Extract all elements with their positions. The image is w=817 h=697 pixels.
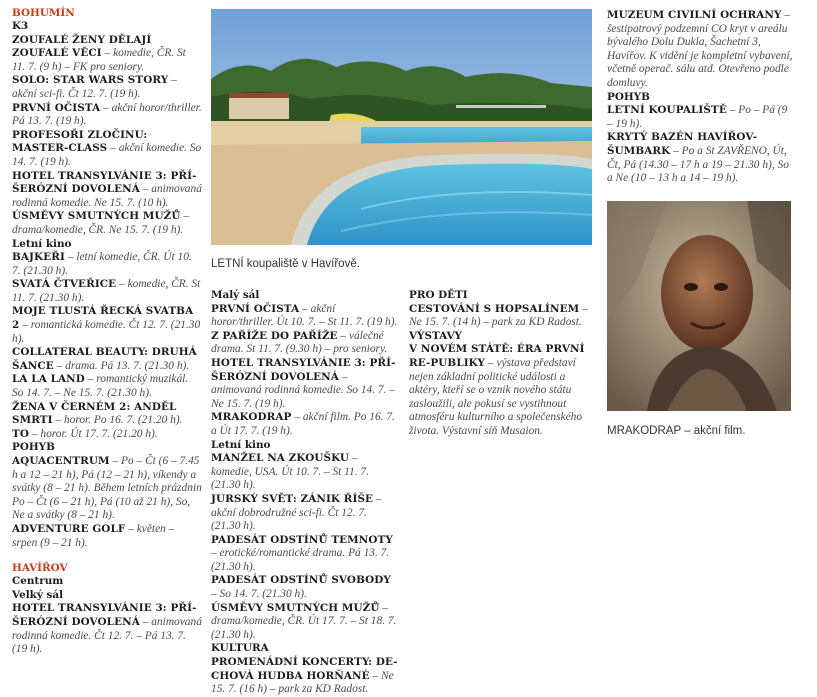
column-3 <box>409 289 593 439</box>
venue-heading: PRO DĚTI <box>409 289 468 301</box>
listing-entry: ADVENTURE GOLF – květen – srpen (9 – 21 h). <box>12 522 175 549</box>
venue-heading: K3 <box>12 20 29 32</box>
listing-entry: PRVNÍ OČISTA – akční horor/thriller. Út 10. 7. – St 11. 7. (19 h). <box>211 302 398 329</box>
listing-entry: ZOUFALÉ ŽENY DĚLAJÍ ZOUFALÉ VĚCI – komedie, ČR. St 11. 7. (9 h) – FK pro seniory. <box>12 33 186 73</box>
venue-heading: Letní kino <box>12 237 72 250</box>
venue-heading: Velký sál <box>12 588 64 601</box>
column-4 <box>607 9 793 186</box>
listing-entry: PADESÁT ODSTÍNŮ TEMNOTY – erotické/romantické drama. Pá 13. 7. (21.30 h). <box>211 533 393 573</box>
column-2 <box>211 289 399 697</box>
listing-entry: MANŽEL NA ZKOUŠKU – komedie, USA. Út 10. 7. – St 11. 7. (21.30 h). <box>211 452 369 492</box>
listing-entry: PROMENÁDNÍ KONCERTY: DE-CHOVÁ HUDBA HORŇANÉ – Ne 15. 7. (16 h) – park za KD Radost. <box>211 656 398 696</box>
pool-photo-caption: LETNÍ koupaliště v Havířově. <box>211 258 360 270</box>
column-1 <box>12 6 202 657</box>
listing-entry: HOTEL TRANSYLVÁNIE 3: PŘÍ-ŠERÓZNÍ DOVOLENÁ – animovaná rodinná komedie. Čt 12. 7. – Pá 13. 7. (19 h). <box>12 602 202 656</box>
listing-entry: SOLO: STAR WARS STORY – akční sci-fi. Čt 12. 7. (19 h). <box>12 74 177 100</box>
venue-heading: Letní kino <box>211 438 271 451</box>
listing-entry: JURSKÝ SVĚT: ZÁNIK ŘÍŠE – akční dobrodružné sci-fi. Čt 12. 7. (21.30 h). <box>211 492 382 533</box>
pool-illustration <box>211 9 592 245</box>
town-heading-bohumin: BOHUMÍN <box>12 7 75 19</box>
listing-entry: CESTOVÁNÍ S HOPSALÍNEM – Ne 15. 7. (14 h) – park za KD Radost. <box>409 302 588 329</box>
listing-entry: ÚSMĚVY SMUTNÝCH MUŽŮ – drama/komedie, ČR. Ne 15. 7. (19 h). <box>12 210 190 236</box>
listing-entry: MRAKODRAP – akční film. Po 16. 7. a Út 17. 7. (19 h). <box>211 411 395 437</box>
movie-photo <box>607 201 791 411</box>
listing-entry: V NOVÉM STÁTĚ: ÉRA PRVNÍ RE-PUBLIKY – výstava představí nejen základní politické události a aktéry, kteří se o vznik nového státu zasloužili, ale pokusí se vystihnout atmosféru kulturního a společenského života. Výstavní síň Musaion. <box>409 343 585 437</box>
listing-entry: SVATÁ ČTVEŘICE – komedie, ČR. St 11. 7. (21.30 h). <box>12 278 201 304</box>
listing-entry: Z PAŘÍŽE DO PAŘÍŽE – válečné drama. St 11. 7. (9.30 h) – pro seniory. <box>211 329 388 356</box>
listing-entry: TO – horor. Út 17. 7. (21.20 h). <box>12 427 158 440</box>
movie-photo-caption: MRAKODRAP – akční film. <box>607 425 746 437</box>
pool-photo <box>211 9 592 245</box>
venue-heading: VÝSTAVY <box>409 329 462 342</box>
venue-heading: POHYB <box>12 441 55 454</box>
venue-heading: Centrum <box>12 575 64 588</box>
listing-entry: ŽENA V ČERNÉM 2: ANDĚL SMRTI – horor. Po 16. 7. (21.20 h). <box>12 400 183 427</box>
venue-heading: Malý sál <box>211 289 260 301</box>
listing-entry: PRVNÍ OČISTA – akční horor/thriller. Pá 13. 7. (19 h). <box>12 101 202 128</box>
listing-entry: MUZEUM CIVILNÍ OCHRANY – šestipatrový podzemní CO kryt v areálu bývalého Dolu Dukla, Šachetní 3, Havířov. K vidění je kompletní vybavení, včetně operač. sálu atd. Otevřeno podle domluvy. <box>607 9 793 89</box>
movie-still-illustration <box>607 201 791 411</box>
town-heading-havirov: HAVÍŘOV <box>12 562 68 575</box>
listing-entry: MOJE TLUSTÁ ŘECKÁ SVATBA 2 – romantická komedie. Čt 12. 7. (21.30 h). <box>12 305 201 345</box>
listing-entry: PROFESOŘI ZLOČINU: MASTER-CLASS – akční komedie. So 14. 7. (19 h). <box>12 128 202 168</box>
listing-entry: LA LA LAND – romantický muzikál. So 14. 7. – Ne 15. 7. (21.30 h). <box>12 373 189 400</box>
listing-entry: HOTEL TRANSYLVÁNIE 3: PŘÍ-ŠERÓZNÍ DOVOLENÁ – animovaná rodinná komedie. Ne 15. 7. (10 h). <box>12 169 202 209</box>
listing-entry: COLLATERAL BEAUTY: DRUHÁ ŠANCE – drama. Pá 13. 7. (21.30 h). <box>12 346 197 372</box>
listing-entry: ÚSMĚVY SMUTNÝCH MUŽŮ – drama/komedie, ČR. Út 17. 7. – St 18. 7. (21.30 h). <box>211 601 397 641</box>
listing-entry: KRYTÝ BAZÉN HAVÍŘOV-ŠUMBARK – Po a St ZAVŘENO, Út, Čt, Pá (14.30 – 17 h a 19 – 21.30 h), So a Ne (10 – 13 h a 14 – 19 h). <box>607 131 789 185</box>
listing-entry: BAJKEŘI – letní komedie, ČR. Út 10. 7. (21.30 h). <box>12 251 192 277</box>
venue-heading: KULTURA <box>211 642 269 655</box>
listing-entry: HOTEL TRANSYLVÁNIE 3: PŘÍ-ŠERÓZNÍ DOVOLENÁ – animovaná rodinná komedie. So 14. 7. – Ne 15. 7. (19 h). <box>211 356 396 410</box>
venue-heading: POHYB <box>607 90 650 103</box>
listing-entry: PADESÁT ODSTÍNŮ SVOBODY – So 14. 7. (21.30 h). <box>211 574 391 601</box>
listing-entry: LETNÍ KOUPALIŠTĚ – Po – Pá (9 – 19 h). <box>607 104 788 130</box>
listing-entry: AQUACENTRUM – Po – Čt (6 – 7.45 h a 12 – 21 h), Pá (12 – 21 h), víkendy a svátky (8 – 21 h). Během letních prázdnin Po – Čt (6 – 21 h), Pá (10 až 21 h), So, Ne a svátky (8 – 21 h). <box>12 455 202 522</box>
